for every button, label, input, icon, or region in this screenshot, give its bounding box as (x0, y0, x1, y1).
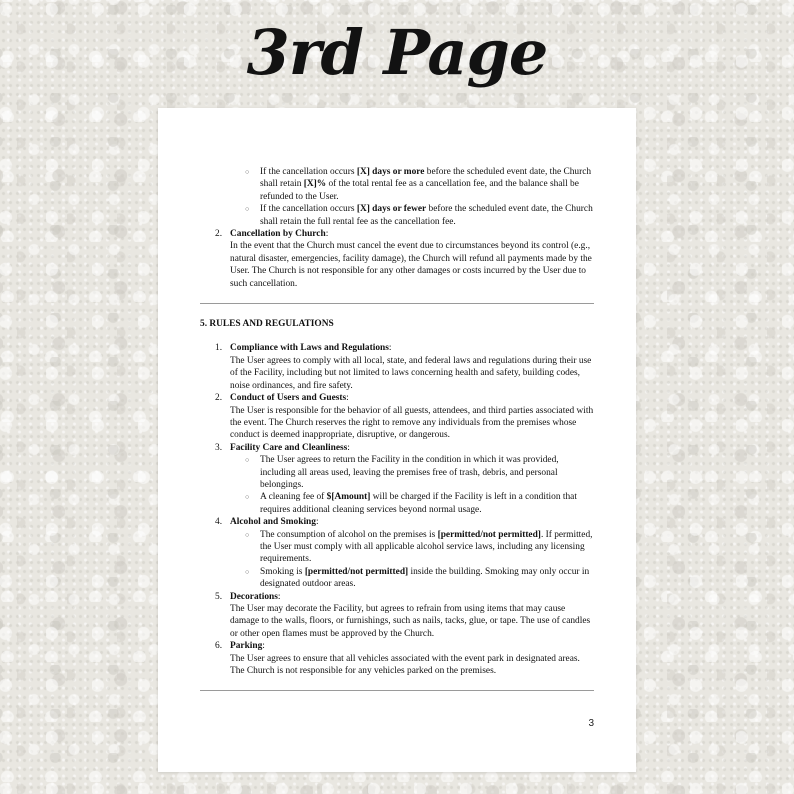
list-item-compliance: 1. Compliance with Laws and Regulations: The User agrees to comply with all local, state, and federal laws and regulations during their use of the Facility, including but not limited to laws concerning health and safety, building codes, noise ordinances, and fire safety. (215, 343, 592, 391)
list-item-facility-care: 3. Facility Care and Cleanliness: ○ The User agrees to return the Facility in the condition in which it was provided, including all areas used, leaving the premises free of trash, debris, and personal belongings. ○ A cleaning fee of $[Amount] will be charged if the Facility is left in a condition that requires additional cleaning services beyond normal usage. (230, 442, 594, 516)
item-body: The User is responsible for the behavior of all guests, attendees, and third parties associated with the event. The Church reserves the right to remove any individuals from the premises whose conduct is deemed inappropriate, disruptive, or dangerous. (230, 405, 594, 441)
list-number: 2. (215, 393, 223, 404)
list-item-alcohol-smoking: 4. Alcohol and Smoking: ○ The consumption of alcohol on the premises is [permitted/not permitted]. If permitted, the User must comply with all applicable alcohol service laws, including any licensing requirements. ○ Smoking is [permitted/not permitted] inside the building. Smoking may only occur in designated outdoor areas. (215, 517, 593, 590)
list-number: 4. (215, 517, 223, 528)
item-heading: Decorations (230, 591, 278, 602)
bullet-icon: ○ (245, 205, 250, 214)
divider (200, 690, 594, 691)
page-number: 3 (588, 718, 594, 729)
cancellation-bullet-days-or-more: ○ If the cancellation occurs [X] days or more before the scheduled event date, the Church shall retain [X]% of the total rental fee as a cancellation fee, and the balance shall be refunded to the User. (245, 167, 592, 202)
list-number: 6. (215, 641, 223, 652)
item-heading: Facility Care and Cleanliness (230, 442, 348, 453)
item-heading: Cancellation by Church (230, 229, 326, 240)
sub-bullet: ○ The consumption of alcohol on the premises is [permitted/not permitted]. If permitted, the User must comply with all applicable alcohol service laws, including any licensing requirements. (245, 529, 593, 565)
item-body: The User may decorate the Facility, but agrees to refrain from using items that may cause damage to the walls, floors, or furnishings, such as nails, tacks, glue, or tape. The use of candles or other open flames must be approved by the Church. (230, 604, 591, 639)
list-number: 3. (215, 442, 223, 453)
bullet-icon: ○ (245, 456, 250, 465)
item-heading: Conduct of Users and Guests (230, 393, 347, 404)
page-heading: 3rd Page (246, 16, 548, 89)
list-item-decorations: 5. Decorations: The User may decorate the Facility, but agrees to refrain from using items that may cause damage to the walls, floors, or furnishings, such as nails, tacks, glue, or tape. The use of candles or other open flames must be approved by the Church. (215, 591, 591, 639)
bullet-icon: ○ (245, 493, 250, 502)
sub-bullet: ○ A cleaning fee of $[Amount] will be charged if the Facility is left in a condition that requires additional cleaning services beyond normal usage. (245, 492, 577, 515)
cancellation-bullet-days-or-fewer: ○ If the cancellation occurs [X] days or fewer before the scheduled event date, the Church shall retain the full rental fee as the cancellation fee. (245, 204, 593, 227)
document-content (200, 166, 594, 691)
sub-bullet: ○ Smoking is [permitted/not permitted] inside the building. Smoking may only occur in designated outdoor areas. (245, 566, 590, 590)
item-heading: Parking (230, 641, 263, 652)
list-item-conduct: 2. Conduct of Users and Guests: The User is responsible for the behavior of all guests, attendees, and third parties associated with the event. The Church reserves the right to remove any individuals from the premises whose conduct is deemed inappropriate, disruptive, or dangerous. (215, 393, 594, 441)
section-title: 5. RULES AND REGULATIONS (200, 319, 334, 330)
item-body: The User agrees to ensure that all vehicles associated with the event park in designated areas. The Church is not responsible for any vehicles parked on the premises. (230, 653, 580, 677)
divider (200, 303, 594, 304)
item-heading: Compliance with Laws and Regulations (230, 343, 389, 354)
document-page (158, 108, 636, 772)
sub-bullet: ○ The User agrees to return the Facility in the condition in which it was provided, including all areas used, leaving the premises free of trash, debris, and personal belongings. (245, 455, 559, 490)
item-heading: Alcohol and Smoking (230, 517, 316, 528)
item-body: In the event that the Church must cancel the event due to circumstances beyond its control (e.g., natural disaster, emergencies, facility damage), the Church will refund all payments made by the User. The Church is not responsible for any other damages or costs incurred by the User due to such cancellation. (230, 241, 592, 289)
bullet-icon: ○ (245, 567, 250, 576)
list-item-cancellation-by-church: 2. Cancellation by Church: In the event that the Church must cancel the event due to circumstances beyond its control (e.g., natural disaster, emergencies, facility damage), the Church will refund all payments made by the User. The Church is not responsible for any other damages or costs incurred by the User due to such cancellation. (215, 229, 592, 289)
list-number: 2. (215, 229, 223, 240)
item-body: The User agrees to comply with all local, state, and federal laws and regulations during their use of the Facility, including but not limited to laws concerning health and safety, building codes, noise ordinances, and fire safety. (230, 355, 592, 391)
bullet-icon: ○ (245, 530, 250, 539)
list-item-parking: 6. Parking: The User agrees to ensure that all vehicles associated with the event park in designated areas. The Church is not responsible for any vehicles parked on the premises. (215, 641, 580, 677)
list-number: 5. (215, 591, 223, 602)
list-number: 1. (215, 343, 223, 354)
bullet-icon: ○ (245, 168, 250, 176)
